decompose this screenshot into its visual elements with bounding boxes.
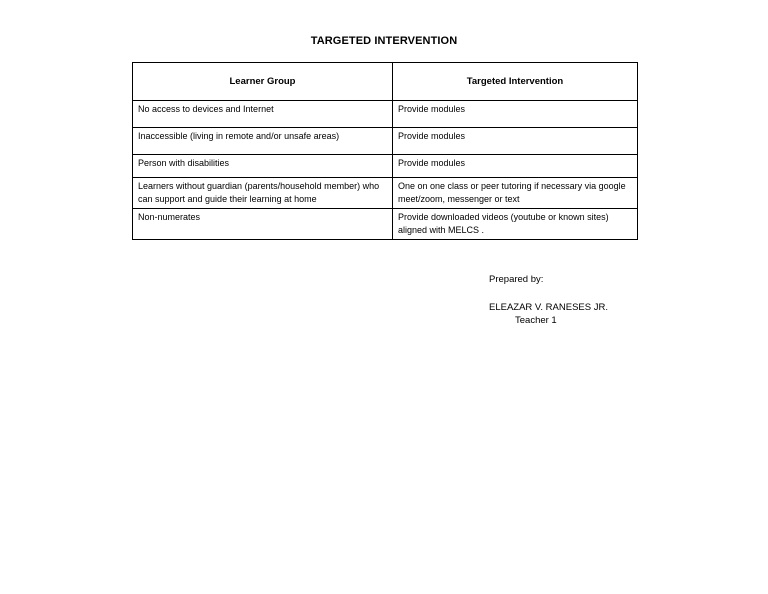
intervention-cell: Provide modules <box>393 128 638 155</box>
intervention-cell: Provide modules <box>393 101 638 128</box>
table-row <box>133 209 638 240</box>
learner-group-cell: No access to devices and Internet <box>133 101 393 128</box>
table-row <box>133 178 638 209</box>
table-row <box>133 101 638 128</box>
document-title: TARGETED INTERVENTION <box>310 35 458 47</box>
intervention-cell: One on one class or peer tutoring if necessary via google meet/zoom, messenger or text <box>393 178 638 209</box>
intervention-cell: Provide modules <box>393 155 638 178</box>
table-header-row <box>133 63 638 101</box>
learner-group-cell: Inaccessible (living in remote and/or unsafe areas) <box>133 128 393 155</box>
preparer-name: ELEAZAR V. RANESES JR. <box>489 302 608 313</box>
table-row <box>133 155 638 178</box>
intervention-table <box>132 62 638 240</box>
intervention-cell: Provide downloaded videos (youtube or known sites) aligned with MELCS . <box>393 209 638 240</box>
header-learner-group: Learner Group <box>133 63 393 101</box>
table-row <box>133 128 638 155</box>
prepared-by-label: Prepared by: <box>489 274 544 285</box>
learner-group-cell: Person with disabilities <box>133 155 393 178</box>
preparer-position: Teacher 1 <box>515 315 557 326</box>
header-targeted-intervention: Targeted Intervention <box>393 63 638 101</box>
signature-block <box>489 273 608 327</box>
learner-group-cell: Learners without guardian (parents/household member) who can support and guide their learning at home <box>133 178 393 209</box>
learner-group-cell: Non-numerates <box>133 209 393 240</box>
